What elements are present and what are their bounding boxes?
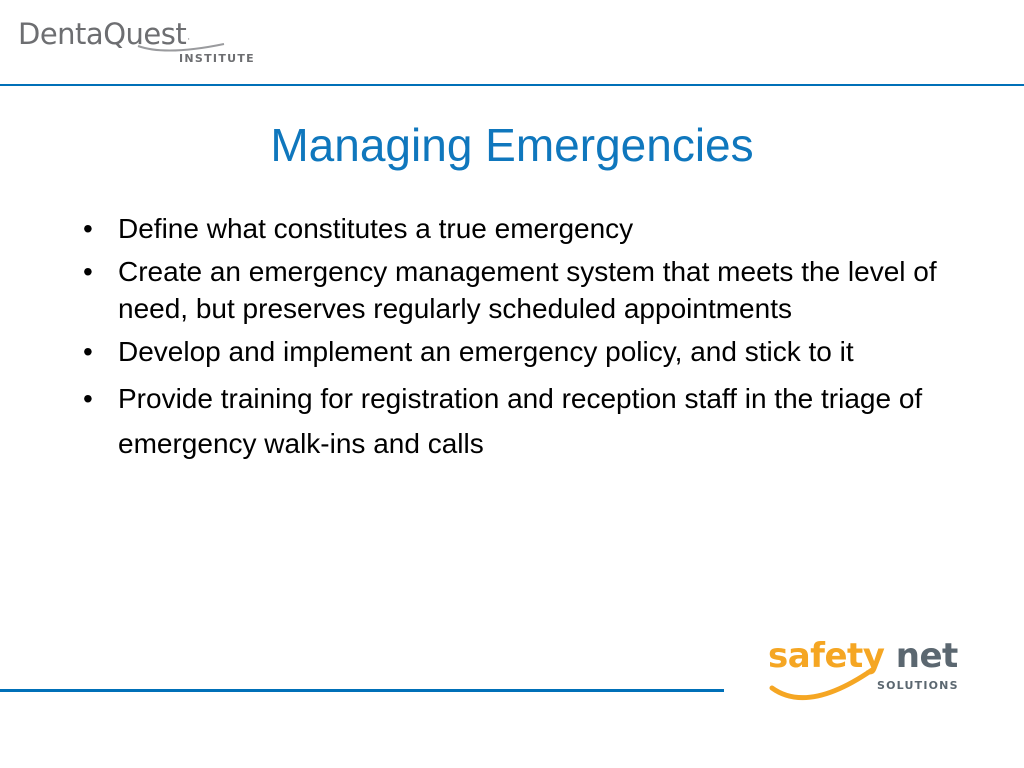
slide-title: Managing Emergencies: [270, 119, 754, 171]
bullet-dot-icon: •: [83, 256, 93, 287]
bullet-item: [83, 210, 963, 247]
safety-net-logo-word-net: net: [895, 636, 958, 676]
bullet-dot-icon: •: [83, 336, 93, 367]
bullet-item: [83, 376, 963, 466]
bullet-text: Define what constitutes a true emergency: [118, 213, 634, 244]
safety-net-solutions-logo: [768, 636, 968, 708]
bullet-dot-icon: •: [83, 383, 93, 414]
dentaquest-trademark: ·: [187, 35, 190, 45]
safety-net-logo-word-safety: safety: [768, 636, 885, 676]
dentaquest-institute-logo: [18, 16, 258, 68]
bullet-dot-icon: •: [83, 213, 93, 244]
bullet-text: Provide training for registration and reception staff in the triage of emergency walk-ins and calls: [118, 383, 923, 459]
dentaquest-logo-subtitle: INSTITUTE: [179, 52, 255, 65]
footer-divider: [0, 689, 724, 692]
header-divider: [0, 84, 1024, 86]
safety-net-logo-subtitle: SOLUTIONS: [877, 679, 959, 692]
bullet-text: Create an emergency management system that meets the level of need, but preserves regularly scheduled appointments: [118, 256, 937, 324]
bullet-text: Develop and implement an emergency policy, and stick to it: [118, 336, 854, 367]
dentaquest-logo-text: DentaQuest: [18, 17, 187, 51]
bullet-list: [83, 210, 963, 472]
bullet-item: [83, 253, 963, 327]
safety-net-swoosh-icon: [768, 666, 878, 708]
bullet-item: [83, 333, 963, 370]
